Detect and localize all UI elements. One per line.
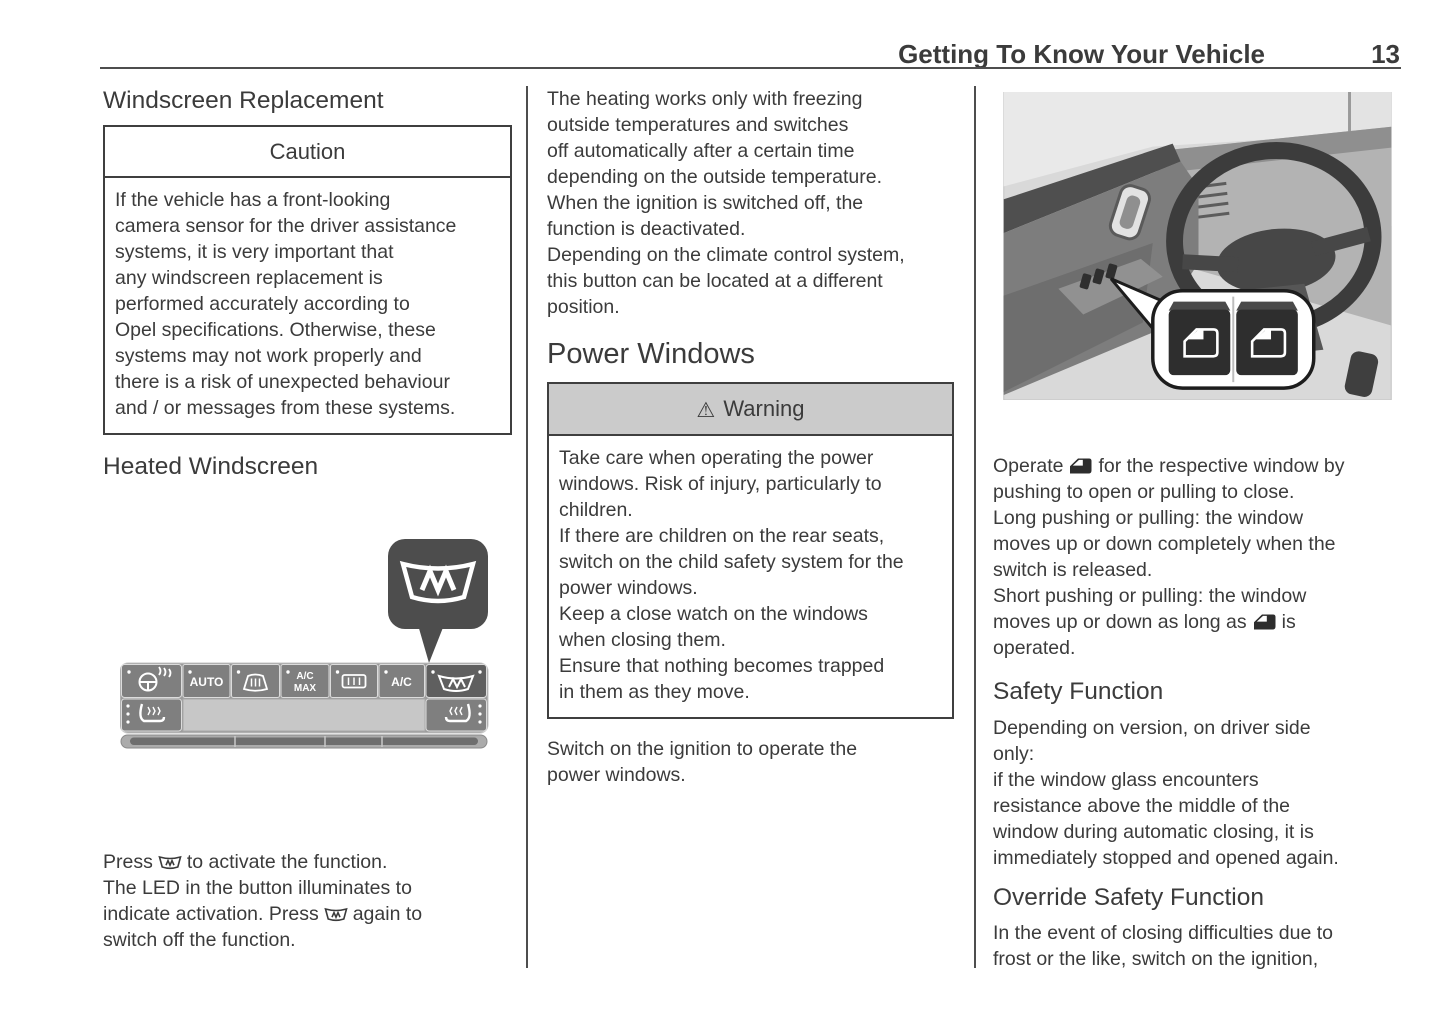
text-line: immediately stopped and opened again. [993, 847, 1339, 869]
ac-max-label-1: A/C [296, 671, 314, 682]
warning-box-title: ⚠ Warning [549, 384, 952, 436]
text-line: camera sensor for the driver assistance [115, 215, 457, 237]
override-paragraph [993, 920, 1401, 972]
text-line: switch on the child safety system for the [559, 551, 904, 573]
text-line: Ensure that nothing becomes trapped [559, 655, 885, 677]
heading-safety-function: Safety Function [993, 678, 1164, 705]
text-line: Press to activate the function. [103, 851, 388, 873]
text-line: Operate for the respective window by [993, 455, 1345, 477]
text-line: systems, it is very important that [115, 241, 394, 263]
heading-windscreen-replacement: Windscreen Replacement [103, 87, 384, 114]
text-line: Depending on version, on driver side [993, 717, 1311, 739]
heading-heated-windscreen: Heated Windscreen [103, 453, 319, 480]
callout-tail [418, 625, 444, 663]
climate-panel-svg [120, 535, 492, 749]
text-line: pushing to open or pulling to close. [993, 481, 1295, 503]
text-line: there is a risk of unexpected behaviour [115, 371, 450, 393]
caution-box [103, 125, 512, 435]
auto-label: AUTO [189, 675, 224, 689]
page-number: 13 [1371, 39, 1400, 69]
text-line: off automatically after a certain time [547, 140, 855, 162]
rocker-bar-slot [130, 738, 478, 746]
page-title: Getting To Know Your Vehicle [898, 39, 1265, 69]
switch-ignition-paragraph [547, 736, 954, 788]
warning-box-body [549, 436, 952, 717]
text-line: Short pushing or pulling: the window [993, 585, 1307, 607]
text-line: resistance above the middle of the [993, 795, 1291, 817]
text-line: switch off the function. [103, 929, 296, 951]
right-column [993, 86, 1401, 972]
warning-triangle-icon: ⚠ [696, 399, 716, 422]
window-switch-icon [1068, 457, 1093, 474]
heading-override-safety-function: Override Safety Function [993, 884, 1264, 911]
text-line: When the ignition is switched off, the [547, 192, 864, 214]
press-paragraph [103, 849, 512, 953]
text-line: power windows. [547, 764, 686, 786]
text-line: indicate activation. Press again to [103, 903, 423, 925]
window-switch-left [1169, 302, 1231, 376]
text-line: frost or the like, switch on the ignition, [993, 948, 1319, 970]
text-line: children. [559, 499, 633, 521]
panel-display [183, 699, 425, 731]
text-line: function is deactivated. [547, 218, 746, 240]
climate-panel-illustration [120, 535, 512, 754]
text-line: outside temperatures and switches [547, 114, 849, 136]
text-line: Opel specifications. Otherwise, these [115, 319, 436, 341]
text-line: moves up or down completely when the [993, 533, 1336, 555]
window-switch-right [1236, 302, 1298, 376]
text-line: if the window glass encounters [993, 769, 1259, 791]
text-line: switch is released. [993, 559, 1153, 581]
middle-column [547, 86, 954, 788]
text-line: only: [993, 743, 1035, 765]
text-line: The LED in the button illuminates to [103, 877, 412, 899]
text-line: position. [547, 296, 620, 318]
text-line: In the event of closing difficulties due to [993, 922, 1334, 944]
safety-function-paragraph [993, 715, 1401, 871]
text-line: and / or messages from these systems. [115, 397, 456, 419]
text-line: this button can be located at a different [547, 270, 883, 292]
header-rule [100, 67, 1401, 69]
left-column [103, 86, 512, 953]
window-switch-icon [1252, 613, 1277, 630]
text-line: windows. Risk of injury, particularly to [559, 473, 882, 495]
ac-label: A/C [391, 675, 412, 689]
door-controls-photo [1003, 92, 1401, 405]
heated-windscreen-icon [324, 907, 348, 922]
text-line: any windscreen replacement is [115, 267, 383, 289]
text-line: Depending on the climate control system, [547, 244, 905, 266]
text-line: depending on the outside temperature. [547, 166, 882, 188]
text-line: If the vehicle has a front-looking [115, 189, 391, 211]
caution-box-body [105, 178, 510, 433]
heading-power-windows: Power Windows [547, 338, 755, 370]
car-interior-svg [1003, 92, 1392, 400]
column-divider [526, 86, 528, 968]
text-line: Keep a close watch on the windows [559, 603, 868, 625]
text-line: performed accurately according to [115, 293, 410, 315]
ac-max-label-2: MAX [293, 683, 317, 694]
heated-seat-left-button [122, 699, 182, 731]
text-line: window during automatic closing, it is [993, 821, 1314, 843]
heating-intro-paragraph [547, 86, 954, 320]
heated-windscreen-icon [158, 855, 182, 870]
text-line: Take care when operating the power [559, 447, 874, 469]
text-line: power windows. [559, 577, 698, 599]
caution-box-title: Caution [105, 127, 510, 178]
text-line: operated. [993, 637, 1076, 659]
text-line: The heating works only with freezing [547, 88, 863, 110]
operate-paragraph [993, 453, 1401, 661]
text-line: when closing them. [559, 629, 726, 651]
text-line: If there are children on the rear seats, [559, 525, 885, 547]
column-divider [974, 86, 976, 968]
text-line: systems may not work properly and [115, 345, 422, 367]
text-line: moves up or down as long as is [993, 611, 1296, 633]
text-line: in them as they move. [559, 681, 750, 703]
heated-windscreen-button [426, 665, 487, 698]
text-line: Switch on the ignition to operate the [547, 738, 858, 760]
warning-box [547, 382, 954, 719]
text-line: Long pushing or pulling: the window [993, 507, 1304, 529]
